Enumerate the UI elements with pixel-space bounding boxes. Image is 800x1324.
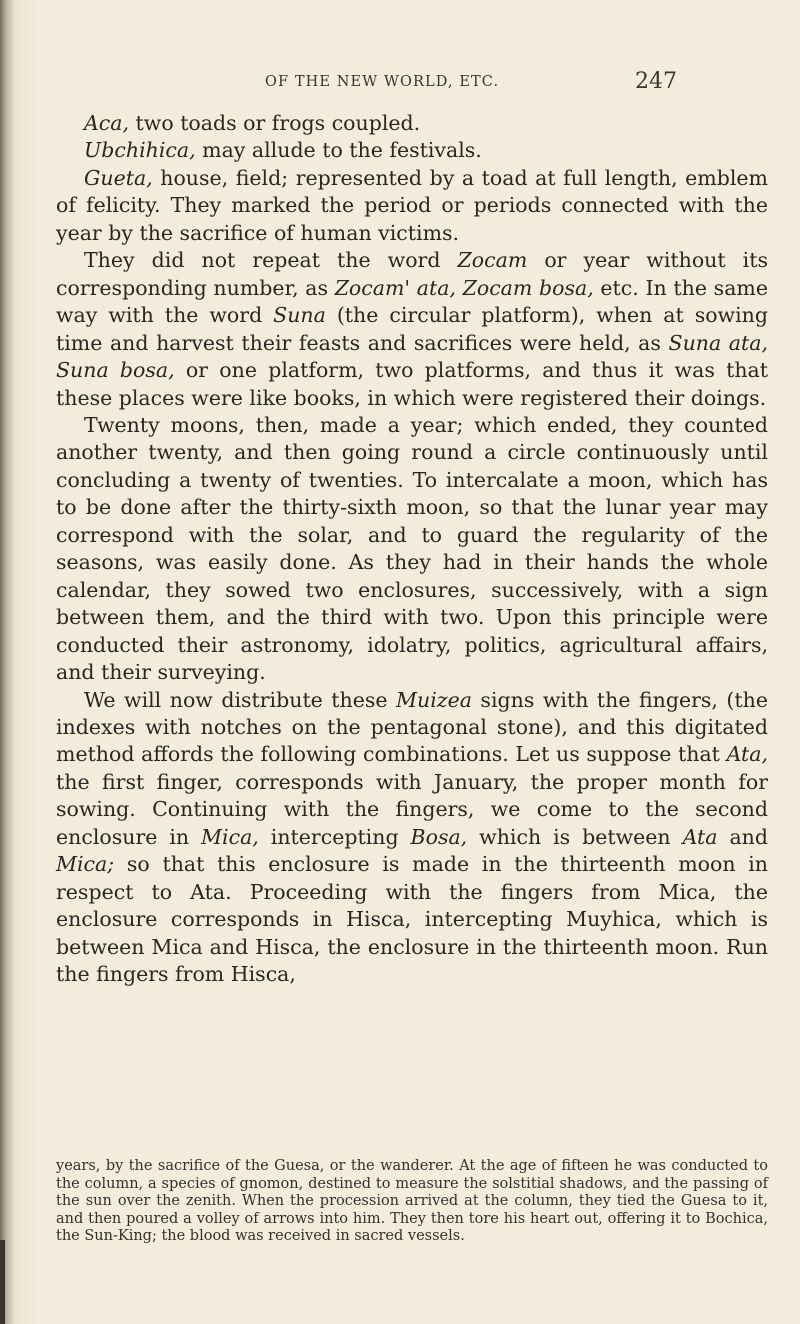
text-run: We will now distribute these xyxy=(84,687,397,712)
italic-term: Ata, xyxy=(726,742,768,767)
italic-term: Bosa, xyxy=(410,824,468,849)
text-run: may allude to the festivals. xyxy=(195,138,482,163)
italic-term: Muizea xyxy=(396,687,472,712)
text-run: or one platform, two platforms, and thus it was that these places were like books, in which were registered their doings. xyxy=(56,358,768,410)
italic-term: Zocam' ata, Zocam bosa, xyxy=(334,275,594,300)
paragraph xyxy=(56,412,768,687)
paragraph xyxy=(56,110,768,137)
text-run: They did not repeat the word xyxy=(84,248,458,273)
text-run: and xyxy=(717,824,768,849)
paragraph xyxy=(56,247,768,412)
page-header xyxy=(0,69,800,100)
text-run: so that this enclosure is made in the thirteenth moon in respect to Ata. Proceeding with the fingers from Mica, the enclosure corresponds in Hisca, intercepting Muyhica, which is between Mica and Hisca, the enclosure in the thirteenth moon. Run the fingers from Hisca, xyxy=(56,852,768,987)
italic-term: Zocam xyxy=(457,248,528,273)
text-run: (the circular platform), when at sowing time and harvest their feasts and sacrifices were held, as xyxy=(56,303,768,355)
italic-term: Mica; xyxy=(56,852,115,877)
binding-gutter xyxy=(0,0,14,1324)
italic-term: Aca, xyxy=(84,111,130,135)
italic-term: Ata xyxy=(682,824,718,849)
text-run: the first finger, corresponds with January, the proper month for sowing. Continuing with the fingers, we come to the second enclosure in xyxy=(56,769,768,849)
text-run: intercepting xyxy=(258,824,411,849)
text-run: Twenty moons, then, made a year; which ended, they counted another twenty, and then going round a circle continuously until concluding a twenty of twenties. To intercalate a moon, which has to be done after the thirty-sixth moon, so that the lunar year may correspond with the solar, and to guard the regularity of the seasons, was easily done. As they had in their hands the whole calendar, they sowed two enclosures, successively, with a sign between them, and the third with two. Upon this principle were conducted their astronomy, idolatry, politics, agricultural affairs, and their surveying. xyxy=(56,412,768,685)
paragraph xyxy=(56,687,768,989)
text-run: two toads or frogs coupled. xyxy=(129,111,421,135)
footnote-text: years, by the sacrifice of the Guesa, or the wanderer. At the age of fifteen he was conducted to the column, a species of gnomon, destined to measure the solstitial shadows, and the passing of the sun over the zenith. When the procession arrived at the column, they tied the Guesa to it, and then poured a volley of arrows into him. They then tore his heart out, offering it to Bochica, the Sun-King; the blood was received in sacred vessels. xyxy=(56,1158,768,1245)
italic-term: Mica, xyxy=(201,824,259,849)
italic-term: Ubchihica, xyxy=(84,138,196,163)
body-text xyxy=(56,110,768,989)
text-run: house, field; represented by a toad at full length, emblem of felicity. They marked the period or periods connected with the year by the sacrifice of human victims. xyxy=(56,165,768,245)
page-number: 247 xyxy=(635,69,677,94)
text-run: signs with the fingers, (the indexes with notches on the pentagonal stone), and this digitated method affords the following combinations. Let us suppose that xyxy=(56,687,768,767)
footnote xyxy=(56,1158,768,1246)
italic-term: Suna xyxy=(273,303,326,328)
text-run: which is between xyxy=(467,824,683,849)
text-run: or year without its corresponding number, as xyxy=(56,248,768,300)
italic-term: Gueta, xyxy=(84,165,153,190)
paragraph xyxy=(56,137,768,164)
italic-term: Suna ata, Suna bosa, xyxy=(56,330,768,383)
text-run: etc. In the same way with the word xyxy=(56,275,768,328)
binding-edge-mark xyxy=(0,1240,5,1324)
paragraph xyxy=(56,165,768,247)
running-head: OF THE NEW WORLD, ETC. xyxy=(265,74,500,90)
